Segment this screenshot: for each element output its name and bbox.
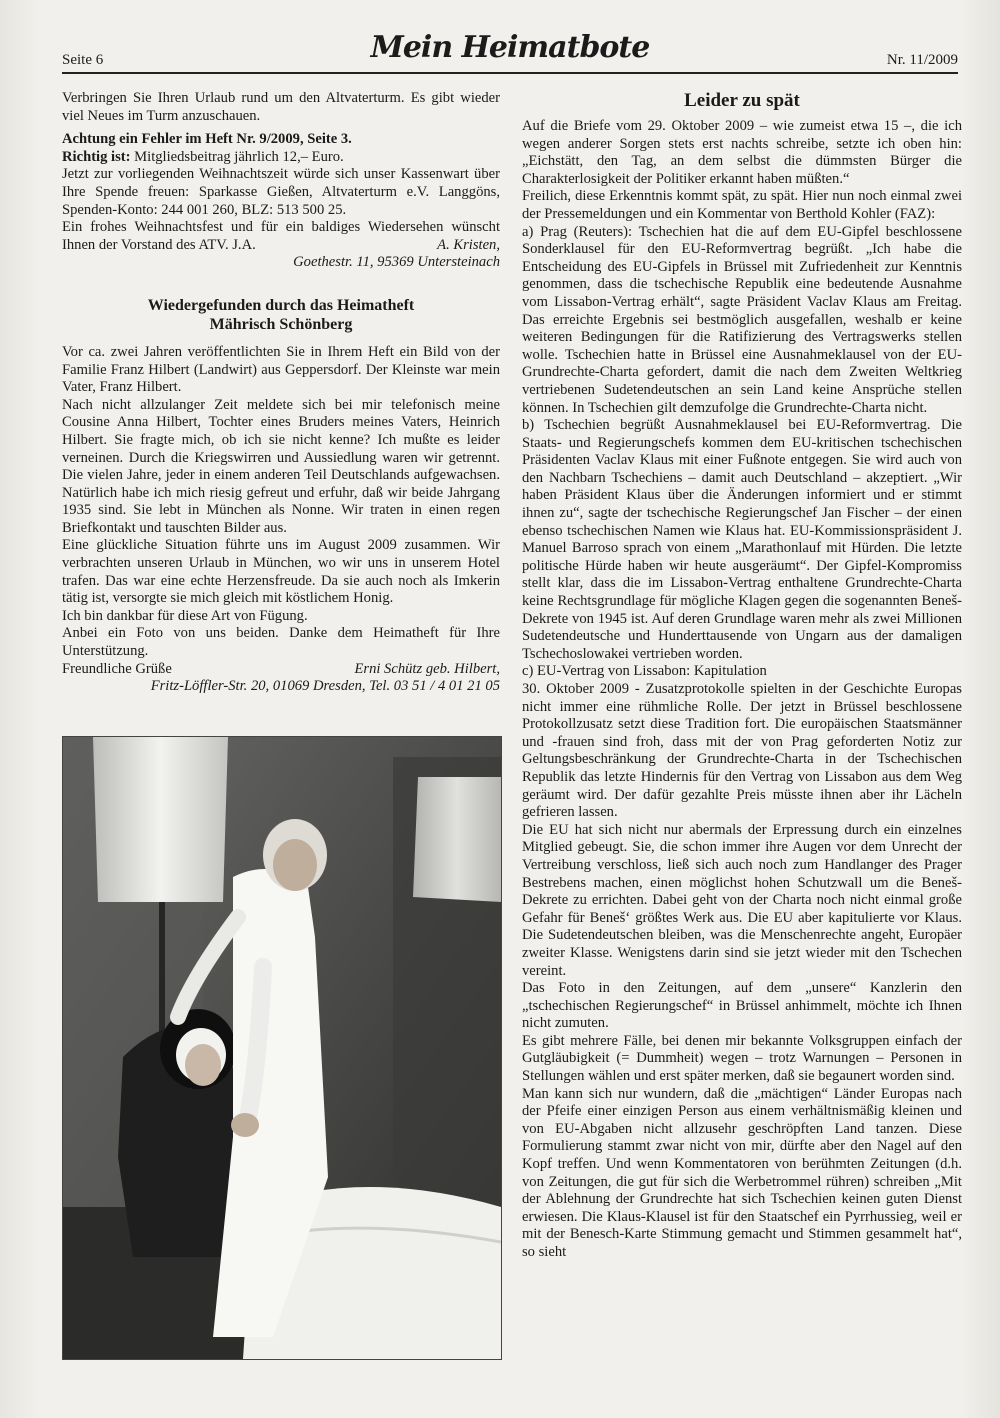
letter-paragraph: Vor ca. zwei Jahren veröffentlichten Sie in Ihrem Heft ein Bild von der Familie Franz Hilbert (Landwirt) aus Geppersdorf. Der Kleinste war mein Vater, Franz Hilbert.: [62, 343, 500, 396]
error-heading: Achtung ein Fehler im Heft Nr. 9/2009, Seite 3.: [62, 131, 352, 148]
letter-paragraph: Eine glückliche Situation führte uns im August 2009 zusammen. Wir verbrachten unseren Urlaub in München, wo wir uns in unserem Hotel trafen. Das war eine echte Herzensfreude. Da sie auch noch als Imkerin tätig ist, versorgte sie mich gleich mit köstlichem Honig.: [62, 537, 500, 607]
intro-text: Verbringen Sie Ihren Urlaub rund um den Altvaterturm. Es gibt wieder viel Neues im Turm anzuschauen.: [62, 90, 500, 124]
correction-line: [62, 149, 500, 167]
donation-text: Jetzt zur vorliegenden Weihnachtszeit würde sich unser Kassenwart über Ihre Spende freuen: Sparkasse Gießen, Altvaterturm e.V. Langgöns, Spenden-Konto: 244 001 260, BLZ: 513 500 25.: [62, 166, 500, 218]
wishes-signer: A. Kristen,: [437, 236, 500, 253]
article-paragraph: Freilich, diese Erkenntnis kommt spät, zu spät. Hier nun noch einmal zwei der Pressemeldungen und ein Kommentar von Berthold Kohler (FAZ):: [522, 188, 962, 222]
article-paragraph: Das Foto in den Zeitungen, auf dem „unsere“ Kanzlerin den „tschechischen Regierungschef“ in Brüssel anhimmelt, möchte ich Ihnen nicht zumuten.: [522, 980, 962, 1032]
greeting: Freundliche Grüße: [62, 660, 172, 677]
article-paragraph: Auf die Briefe vom 29. Oktober 2009 – wie zumeist etwa 15 –, die ich wegen anderer Sorgen stets erst nachts schreibe, setzte ich oben hin: „Eichstätt, den Tag, an dem selbst die dümmsten Bürger die Charakterlosigkeit der Politiker erkannt haben müßten.“: [522, 118, 962, 187]
issue-number: Nr. 11/2009: [886, 52, 958, 68]
section-title-line2: Mährisch Schönberg: [209, 315, 353, 333]
section-title-line1: Wiedergefunden durch das Heimatheft: [147, 296, 415, 314]
left-column: [62, 90, 500, 696]
page-number: Seite 6: [62, 52, 104, 68]
section-title: [62, 296, 500, 334]
article-paragraph: Die EU hat sich nicht nur abermals der Erpressung durch ein einzelnes Mitglied gebeugt. Sie, die schon immer ihre Augen vor dem Unrecht der Vertreibung verschloss, ließ sich auch noch zum Handlanger des Prager Bestrebens machen, einen möglichst hohen Schutzwall um die Beneš-Dekrete zu errichten. Dabei geht von der Charta noch nicht einmal große Gefahr für Beneš‘ größtes Werk aus. Die EU aber kapitulierte vor Klaus. Die Sudetendeutschen bleiben, was die Menschenrechte angeht, Europäer zweiter Klasse. Wenigstens darin sind sie jetzt wieder mit den Tschechen vereint.: [522, 821, 962, 979]
page-header: [62, 28, 958, 72]
sender-address: Fritz-Löffler-Str. 20, 01069 Dresden, Tel. 03 51 / 4 01 21 05: [150, 678, 500, 695]
article-title: Leider zu spät: [684, 90, 800, 111]
article-paragraph: 30. Oktober 2009 - Zusatzprotokolle spielten in der Geschichte Europas nicht immer eine rühmliche Rolle. Der jetzt in Brüssel beschlossene Protokollzusatz setzt diese Tradition fort. Die europäischen Staatsmänner und -frauen sind froh, dass mit der von Prag geforderten Notiz zur Geltungsbeschränkung der Grundrechte-Charta in der Tschechischen Republik das letzte Hindernis für den Vertrag von Lissabon aus dem Weg geräumt wird. Der dafür gezahlte Preis müsste ihnen aber ihr Lächeln gefrieren lassen.: [522, 681, 962, 821]
letter-paragraph: Nach nicht allzulanger Zeit meldete sich bei mir telefonisch meine Cousine Anna Hilbert, Tochter eines Bruders meines Vaters, Heinrich Hilbert. Sie fragte mich, ob ich sie nicht kenne? Ich mußte es leider verneinen. Durch die Kriegswirren und Aussiedlung waren wir getrennt. Die vielen Jahre, jeder in einem anderen Teil Deutschlands aufgewachsen. Natürlich habe ich mich riesig gefreut und erfuhr, daß wir beide Jahrgang 1935 sind. Sie lebt in München als Nonne. Wir traten in einen regen Briefkontakt und tauschten Bilder aus.: [62, 396, 500, 536]
article-paragraph: a) Prag (Reuters): Tschechien hat die auf dem EU-Gipfel beschlossene Sonderklausel für den EU-Reformvertrag begrüßt. „Ich habe die Entscheidung des EU-Gipfels in Brüssel mit Zufriedenheit zur Kenntnis genommen, dass die tschechische Republik eine bedeutende Ausnahme vom Lissabon-Vertrag erhält“, sagte Präsident Vaclav Klaus am Freitag. Das erreichte Ergebnis sei bestmöglich ausgefallen, weshalb er keine weiteren Bedingungen für die Ratifizierung des Vertragswerks stellen wolle. Tschechien hatte in Brüssel eine Ausnahmeklausel von der EU-Grundrechte-Charta gefordert, damit die nach dem Zweiten Weltkrieg vertriebenen Sudetendeutschen an sein Land keine Ansprüche stellen können. In Tschechien gilt demzufolge die Grundrechte-Charta nicht.: [522, 223, 962, 416]
header-divider: [62, 72, 958, 74]
wishes-text: [62, 219, 500, 254]
right-column: [522, 90, 962, 1262]
article-paragraph: b) Tschechien begrüßt Ausnahmeklausel bei EU-Reformvertrag. Die Staats- und Regierungschefs kommen dem EU-kritischen tschechischen Präsidenten Vaclav Klaus mit einer Fußnote entgegen. Sie wird auch von den Nachbarn Tschechiens – damit auch Deutschland – akzeptiert. „Wir haben Präsident Klaus über die Änderungen informiert und er stimmt ihnen zu“, sagte der tschechische Regierungschef Jan Fischer – der einen ebenso tschechischen Namen wie Klaus hat. EU-Kommissionspräsident J. Manuel Barroso sprach von einem „Marathonlauf mit Hürden. Die letzte politische Hürde haben wir heute ausgeräumt“. Der Gipfel-Kompromiss stellt klar, dass die im Lissabon-Vertrag enthaltene Grundrechte-Charta keine Rechtsgrundlage für mögliche Klagen gegen die sogenannten Beneš-Dekrete von 1945 ist. Auf deren Grundlage waren mehr als zwei Millionen Sudetendeutsche und Hunderttausende von Ungarn aus der damaligen Tschechoslowakei vertrieben worden.: [522, 417, 962, 662]
wishes-body: Ein frohes Weihnachtsfest und für ein baldiges Wiedersehen wünscht Ihnen der Vorstand des ATV. J.A.: [62, 219, 500, 253]
letter-signature: [62, 661, 500, 679]
correction-text: Mitgliedsbeitrag jährlich 12,– Euro.: [130, 148, 344, 165]
letter-paragraph: Anbei ein Foto von uns beiden. Danke dem Heimatheft für Ihre Unterstützung.: [62, 625, 500, 660]
article-paragraph: Es gibt mehrere Fälle, bei denen mir bekannte Volksgruppen einfach der Gutgläubigkeit (= Dummheit) wegen – trotz Warnungen – Personen in Stellungen wählen und erst später merken, daß sie begaunert worden sind.: [522, 1032, 962, 1085]
article-paragraph: Man kann sich nur wundern, daß die „mächtigen“ Länder Europas nach der Pfeife einer einzigen Person aus einem verhältnismäßig kleinen und von EU-Abgaben nicht allzusehr geschröpften Land tanzen. Diese Formulierung stammt zwar nicht von mir, dürfte aber den Nagel auf den Kopf treffen. Und wenn Kommentatoren von berühmten Zeitungen (d.h. von Zeitungen, die gut für sich die Werbetrommel rühren) schreiben „Mit der Ablehnung der Grundrechte hat sich Tschechien keinen guten Dienst erwiesen. Die Klaus-Klausel ist für den Staatschef ein Pyrrhussieg, weil er mit der Benesch-Karte Stimmung gemacht und Stimmen gesammelt hat“, so sieht: [522, 1085, 962, 1260]
article-subheading: c) EU-Vertrag von Lissabon: Kapitulation: [522, 663, 767, 680]
letter-paragraph: Ich bin dankbar für diese Art von Fügung.: [62, 607, 308, 624]
wishes-address: Goethestr. 11, 95369 Untersteinach: [293, 254, 500, 271]
correction-label: Richtig ist:: [62, 148, 131, 165]
sender-name: Erni Schütz geb. Hilbert,: [354, 660, 500, 677]
article-photo: [62, 736, 502, 1360]
masthead-logo: Mein Heimatbote: [370, 30, 650, 65]
